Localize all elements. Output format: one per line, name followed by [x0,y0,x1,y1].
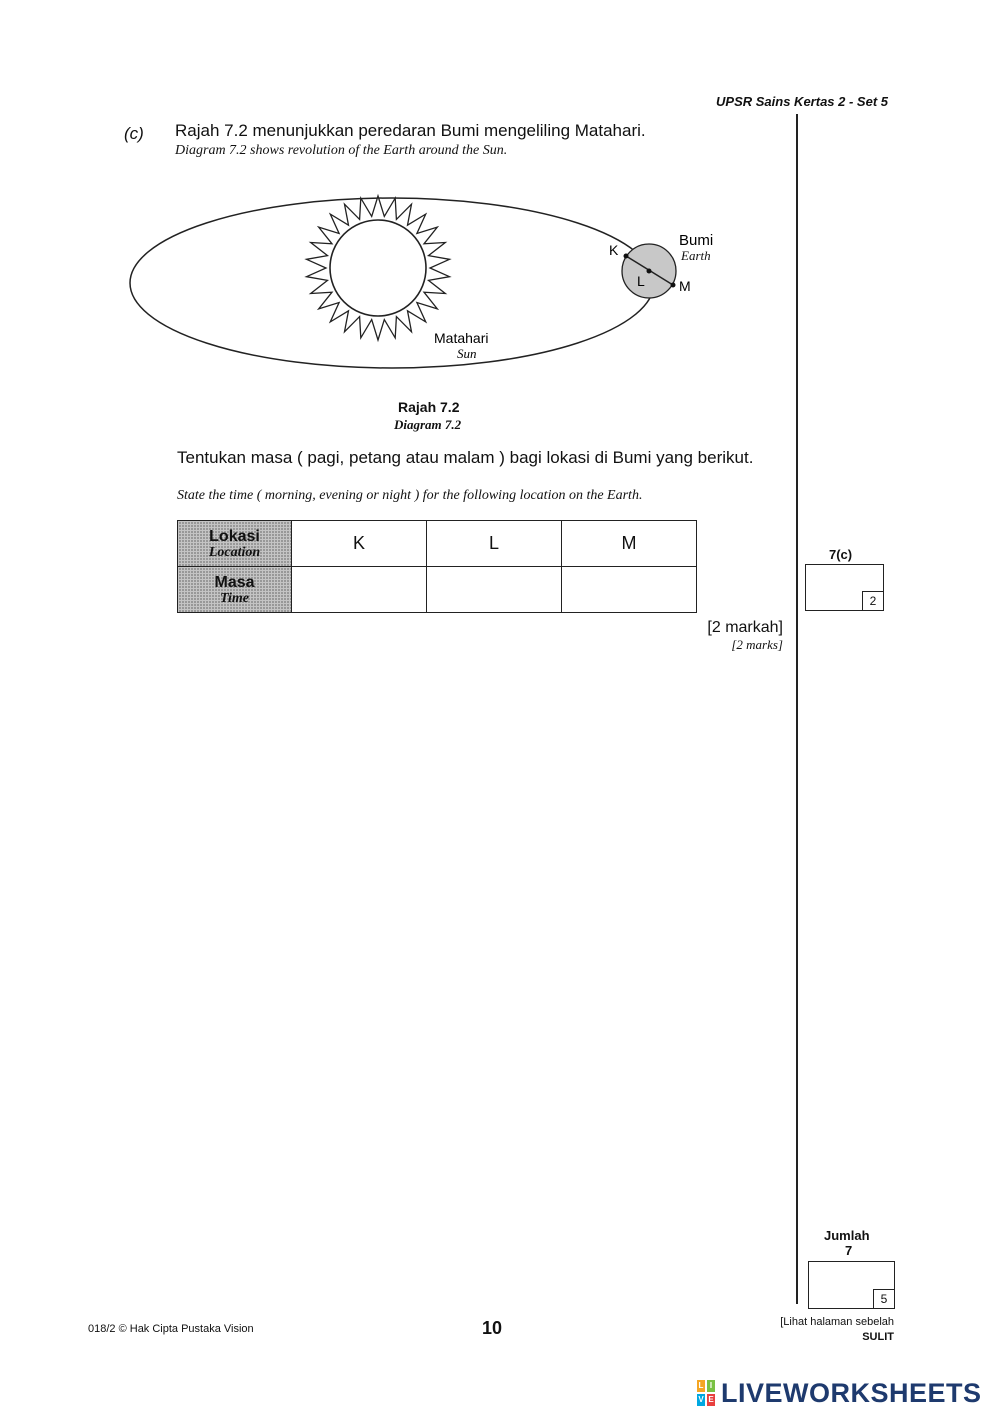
logo-letter-e: E [708,1394,714,1404]
point-m-dot [671,283,676,288]
logo-letter-v: V [698,1394,704,1404]
location-header-ms: Lokasi [209,527,260,545]
footer-next-page: [Lihat halaman sebelah [780,1316,894,1328]
time-header-en: Time [219,590,250,606]
answer-cell-m[interactable] [562,567,697,613]
earth-label-ms: Bumi [679,232,714,249]
page-header: UPSR Sains Kertas 2 - Set 5 [716,94,888,109]
point-l-label: L [637,273,645,289]
logo-letter-l: L [698,1380,704,1390]
footer-copyright: 018/2 © Hak Cipta Pustaka Vision [88,1323,254,1335]
point-l-dot [647,269,652,274]
total-max: 5 [873,1289,894,1308]
location-m: M [562,521,697,567]
instruction-text-en: State the time ( morning, evening or night ) for the following location on the Earth. [177,488,643,503]
margin-divider [796,114,798,1304]
answer-cell-l[interactable] [427,567,562,613]
footer-sulit: SULIT [862,1331,894,1343]
total-box [808,1261,895,1309]
liveworksheets-logo-icon [697,1380,715,1408]
location-k: K [292,521,427,567]
earth-label-en: Earth [681,248,711,263]
question-text-en: Diagram 7.2 shows revolution of the Earth around the Sun. [175,143,508,158]
liveworksheets-text: LIVEWORKSHEETS [721,1378,982,1408]
location-header-en: Location [208,544,261,560]
total-number: 7 [845,1243,853,1258]
time-header [178,567,292,613]
sun-label-en: Sun [457,346,477,361]
answer-cell-k[interactable] [292,567,427,613]
question-label: (c) [124,124,144,143]
sun-icon [330,220,426,316]
question-text-ms: Rajah 7.2 menunjukkan peredaran Bumi mengeliling Matahari. [175,121,646,140]
table-row-location [178,521,697,567]
score-max: 2 [862,591,883,610]
point-k-dot [624,254,629,259]
instruction-text-ms: Tentukan masa ( pagi, petang atau malam ) bagi lokasi di Bumi yang berikut. [177,448,754,467]
logo-letter-i: I [707,1380,715,1392]
point-k-label: K [609,242,619,258]
marks-label-ms: [2 markah] [707,619,783,636]
diagram-caption-ms: Rajah 7.2 [398,399,460,415]
total-label: Jumlah [824,1228,870,1243]
table-row-time [178,567,697,613]
location-l: L [427,521,562,567]
sun-label-ms: Matahari [434,330,489,346]
score-label: 7(c) [829,547,853,562]
answer-table [177,520,697,613]
time-header-ms: Masa [214,573,255,591]
marks-label-en: [2 marks] [731,637,783,652]
diagram-caption-en: Diagram 7.2 [394,417,462,432]
score-box [805,564,884,611]
page-number: 10 [482,1318,503,1338]
location-header [178,521,292,567]
point-m-label: M [679,278,691,294]
liveworksheets-brand [697,1378,982,1409]
